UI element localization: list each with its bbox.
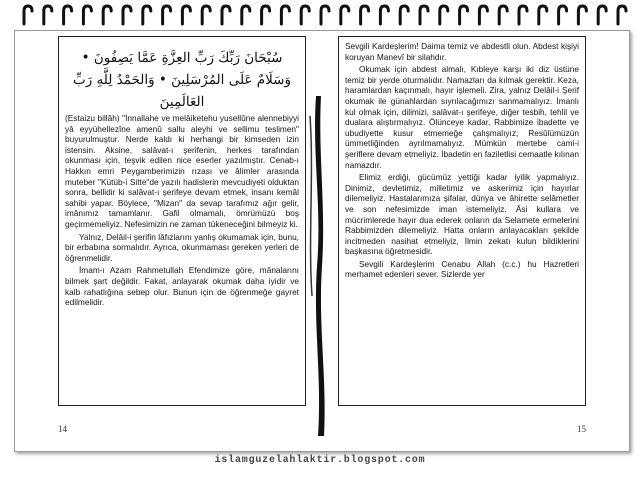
spiral-ring <box>24 6 32 24</box>
spiral-ring <box>479 6 487 24</box>
page-number-right: 15 <box>577 424 586 434</box>
spiral-ring <box>242 6 250 24</box>
spiral-ring <box>103 6 111 24</box>
spiral-binding <box>18 4 628 28</box>
left-text-box <box>58 36 306 406</box>
spiral-ring <box>64 6 72 24</box>
spiral-ring <box>301 6 309 24</box>
right-paragraph: Sevgili Kardeşlerim! Daima temiz ve abdestli olun. Abdest kişiyi koruyan Manevî bir silahdır. <box>345 41 579 62</box>
book-spine-shadow <box>308 96 332 436</box>
spiral-ring <box>143 6 151 24</box>
spiral-ring <box>460 6 468 24</box>
spiral-ring <box>83 6 91 24</box>
spiral-ring <box>380 6 388 24</box>
spiral-ring <box>361 6 369 24</box>
left-paragraph: Yalnız, Delâil-i şerifin lâfızlarını yanlış okumamak için, bunu, bir erbabına sormalıdır. Ayrıca, okunmaması gereken yerleri de öğrenmelidir. <box>65 231 299 263</box>
right-paragraph: Sevgili Kardeşlerim Cenabu Allah (c.c.) hu Hazretleri merhamet edenleri sever. Sizlerde yer <box>345 258 579 280</box>
spiral-ring <box>420 6 428 24</box>
spiral-ring <box>519 6 527 24</box>
spiral-ring <box>559 6 567 24</box>
spiral-ring <box>440 6 448 24</box>
spiral-ring <box>222 6 230 24</box>
page-number-left: 14 <box>58 424 67 434</box>
left-page <box>58 36 306 434</box>
spiral-ring <box>182 6 190 24</box>
left-paragraph: (Estaizu billâh) "İnnallahe ve melâiketehu yusellûne alennebiyyi yâ eyyühellezîne amenû sallu aleyhi ve sellimu teslimen" buyurulmuştur. Nerde kaldı ki herhangi bir kimseden izin istensin. Aksine, salâvat-ı şerifenin, herkes tarafından okunması için, teşvik edilen nice eserler yazılmıştır. Cenab-ı Hakkın emri Peygamberimizin rızası ve âlimler arasında muteber "Kütüb-i Sitte"de yazılı hadislerin mevcudiyeti olduktan sonra, bellidir ki salâvat-ı şerifeye devam etmek, insanı kemâl sahibi yapar. Böylece, "Mizan" da sevap tarafımız ağır gelir, imânımız tamamlanır. Gafil olmamalı, ömrümüzü boş geçirmemeliyiz. Nefesimizin ne zaman tükeneceğini bilmeyiz ki. <box>65 113 299 229</box>
spiral-ring <box>341 6 349 24</box>
spiral-ring <box>499 6 507 24</box>
spiral-ring <box>44 6 52 24</box>
spiral-ring <box>578 6 586 24</box>
spiral-ring <box>400 6 408 24</box>
spiral-ring <box>539 6 547 24</box>
spiral-ring <box>123 6 131 24</box>
right-paragraph: Elimiz erdiği, gücümüz yettiği kadar iyilik yapmalıyız. Dinimiz, devletimiz, milletimiz ve askerimiz için hayırlar dilemeliyiz. Hastalarımıza şifalar, dünya ve âhirette selâmetler ve son nefesimizde iman istemeliyiz. Âsi kullara ve mücrimlerede hayır dua ederek onların da Selamete ermelerini Rabbimizden dilemeliyiz. Hatta onların anlayacakları şekilde incitmeden nasihat etmeliyiz, İlmin zekatı kulun bildiklerini başkasına öğretmesidir. <box>345 172 579 257</box>
spiral-ring <box>202 6 210 24</box>
spiral-ring <box>618 6 626 24</box>
arabic-verse: سُبْحَانَ رَبِّكَ رَبِّ العِزَّةِ عَمَّا يَصِفُونَ • وَسَلَامٌ عَلَى المُرْسَلِينَ • وَالحَمْدُ لِلَّهِ رَبِّ العَالَمِينَ <box>72 50 292 110</box>
right-text-box <box>338 36 586 406</box>
watermark-url: islamguzelahlaktir.blogspot.com <box>214 455 426 466</box>
spiral-ring <box>321 6 329 24</box>
left-paragraph: İmam-ı Azam Rahmetullah Efendimize göre, mânalarını bilmek şart değildir. Fakat, anlayarak okumak daha iyidir ve kalb rahatlığına sebep olur. Bunun için de öğrenmeğe gayret edilmelidir. <box>65 265 299 308</box>
right-paragraph: Okumak için abdest almalı, Kıbleye karşı iki diz üstüne temiz bir yerde oturmalıdır. Namazları da kılmak gerektir. Keza, haramlardan kaçınmalı, hayır işlemeli. Zira, yalnız Delâil-i Şerif okumak ile günahlardan sıyrılacağımızı sanmamalıyız. İmanlı kul olmak için, dilimizi, salâvat-ı şerifeye, diğer tesbih, tehlil ve dualara alıştırmalıyız. Ölünceye kadar, Rabbimize ibadette ve ubudiyette kusur etmemeğe çalışmalıyız; Resûlümüzün ümmetliğinden ayrılmamalıyız. Mümkün mertebe cami-i şeriflere devam etmeliyiz. İbadetin en faziletlisi cemaatle kılınan namazdır. <box>345 64 579 170</box>
spiral-ring <box>163 6 171 24</box>
spiral-ring <box>281 6 289 24</box>
spiral-ring <box>598 6 606 24</box>
right-page <box>338 36 586 434</box>
spiral-ring <box>262 6 270 24</box>
